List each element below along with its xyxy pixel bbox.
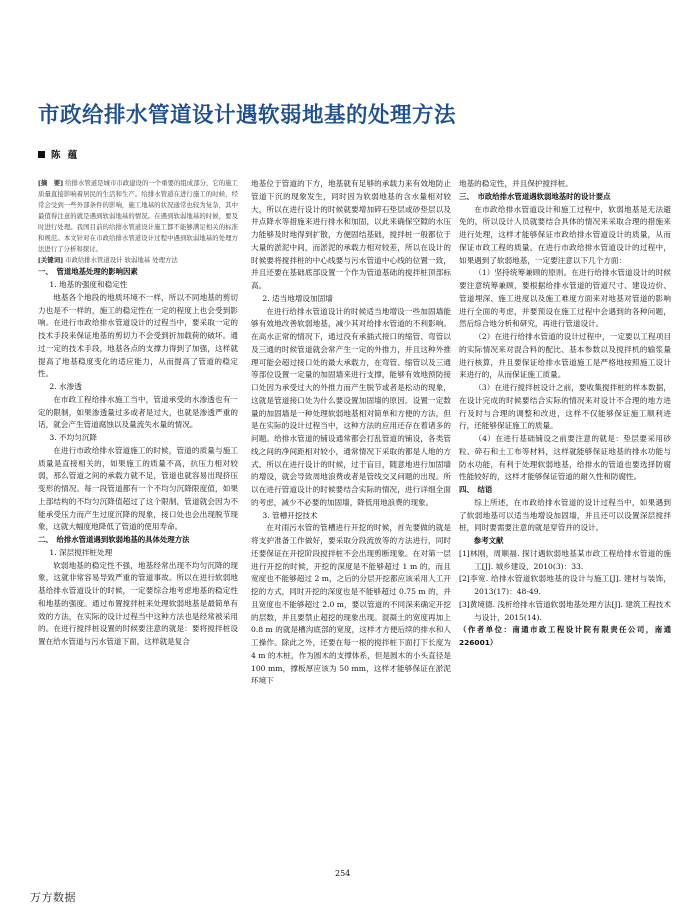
column-2 — [251, 178, 451, 688]
paragraph: （3）在进行搅拌桩设计之前，要收集搅拌桩的样本数据，在设计完成的时候要结合实际的情况来对设计不合理的地方进行及时与合理的调整和改进，这样不仅能够保证施工顺利进行，还能够保证施工的质量。 — [459, 383, 671, 431]
subsection-heading-2-1: 1. 深层搅拌桩处理 — [49, 547, 113, 557]
section-heading-4: 四、 结语 — [459, 485, 493, 494]
paragraph: 地基的稳定性，并且保护搅拌桩。 — [459, 179, 573, 188]
paragraph: （1）坚持统筹兼顾的原则。在进行给排水管道设计的时候要注意统筹兼顾，要根据给排水管道的管道尺寸、建设边价、管道埋深、施工进度以及施工难度方面来对地基对管道的影响进行全面的考虑，并要预设在施工过程中会遇到的各种问题，然后综合地分析和研究，再进行管道设计。 — [459, 268, 671, 329]
references-heading: 参考文献 — [473, 536, 504, 545]
column-1 — [38, 178, 238, 649]
author-line — [38, 147, 79, 161]
subsection-heading-1-2: 2. 水渗透 — [49, 382, 82, 392]
paragraph: 综上所述，在市政给排水管道的设计过程当中，如果遇到了软弱地基可以适当地增设加固墙，并且还可以设置深层搅拌桩，同时要需要注意的就是穿管并的设计。 — [459, 497, 671, 533]
square-bullet-icon — [38, 151, 45, 158]
abstract-label: [摘 要] — [38, 179, 64, 187]
author-name: 陈 蕴 — [51, 150, 80, 161]
paragraph: 在对雨污水管的管槽进行开挖的时候，首先要做的就是将支护准备工作做好，要采取分段流放等的方法进行，同时还要保证在开挖阶段搅拌桩不会出现剪断现象。在对第一层进行开挖的时候，开挖的深度是不能够超过 1 m 的，而且宽度也不能够超过 2 m，之后的分层开挖都应该采用人工开挖的方式，同时开挖的深度也是不能够超过 0.75 m 的，并且宽度也不能够超过 2.0 m，要以管道的不同深来确定开挖的层数，并且要禁止超挖的现象出现。混凝土的宽度再加上 0.8 m 的就是槽沟底部的宽度，这样才方便后续的排水和人工操作。除此之外，还要在每一根的搅拌桩下面打下长度为 4 m 的木桩，作为圆木的支撑体系，但是圆木的小头直径是 100 mm，撑板厚应该为 50 mm，这样才能够保证在淤泥环境下 — [251, 523, 451, 686]
paragraph: 在进行给排水管道设计的时候适当地增设一些加固墙能够有效地改善软弱地基，减少其对给排水管道的不利影响。在高水正常的情况下，通过没有承插式接口的缩管、弯管以及三通的时候管道就会常产生一定的外推力，并且这种外推理可能会超过接口处的最大承载力，在弯管、缩管以及三通等部位设置一定量的加固墙来进行支撑，能够有效地预防接口处因为承受过大的外推力而产生脱节或者是松动的现象，这就是管道接口处为什么要设置加固墙的原因。设置一定数量的加固墙是一种处理软弱地基相对简单和方便的方法，但是在实际的设计过程当中，这种方法的应用还存在着诸多的问题。给排水管道的铺设通常都会打乱管道的铺设，各类管线之间的净间距相对较小，通常情况下采取的都是人地的方式。所以在进行设计的时候，过于盲目，随意地进行加固墙的增设，就会导致周地浪费或者是管线交叉问题的出现。所以在进行管道设计的时候要结合实际的情况，进行详细全面的考虑，减少不必要的加固墙，降低用地浪费的现象。 — [251, 306, 451, 507]
column-3 — [459, 178, 671, 650]
section-heading-2: 二、 给排水管道遇到软弱地基的具体处理方法 — [38, 535, 190, 545]
section-heading-1: 一、 管道地基处理的影响因素 — [38, 267, 138, 277]
subsection-heading-1-3: 3. 不均匀沉降 — [49, 433, 98, 443]
author-affiliation: （作者单位：南通市政工程设计院有限责任公司，南通 226001） — [459, 625, 671, 647]
article-title: 市政给排水管道设计遇软弱地基的处理方法 — [38, 103, 457, 128]
paragraph: 在市政工程给排水施工当中，管道承受的水渗透也有一定的限制，如果渗透量过多或者是过大，也就是渗透严重的话，就会产生管道腐蚀以及量流失水量的情况。 — [38, 394, 238, 430]
page-number: 254 — [335, 869, 351, 878]
abstract-text: 给排水管道是城市市政建设的一个重要的组成部分，它的施工质量直接影响着居民的生活和生产。给排水管道在进行施工的时候，经常会受到一些外部条件的影响，施工地基的状况通常也较为复杂，其中最值得注意的就是遇到软弱地基的情况。在遇到软弱地基的时候，要及时进行处理。我国目前的给排水管道设计施工都不能够满足相关的标准和规范。本文针对在市政给排水管道设计过程中遇到软弱地基的处理方法进行了分析和探讨。 — [38, 179, 238, 254]
keywords-text: 市政给排水管道设计 软弱地基 处理方法 — [65, 256, 178, 265]
abstract — [38, 178, 238, 266]
paragraph: （4）在进行基础铺设之前要注意的就是：垫层要采用砂粒、碎石和土工布等材料，这样就能够保证地基的排水功能与防水功能，有利于处理软弱地基，给排水的管道也要选择防腐性能较好的，这样才能够保证管道的耐久性和防腐性。 — [459, 434, 671, 482]
watermark: 万方数据 — [30, 891, 76, 904]
reference-item: [3]黄境德. 浅析给排水管道软弱地基处理方法[J]. 建筑工程技术与设计，2015(14). — [459, 599, 671, 622]
reference-item: [2]李宽. 给排水管道软弱地基的设计与施工[J]. 建材与装饰，2013(17)：48-49. — [459, 574, 671, 596]
section-heading-3: 三、 市政给排水管道遇软弱地基时的设计要点 — [459, 191, 611, 201]
subsection-heading-2-2: 2. 适当地增设加固墙 — [262, 293, 333, 303]
paragraph: 在市政给排水管道设计和施工过程中，软弱地基是无法避免的，所以设计人员就要结合具体的情况来采取合理的措施来进行处理，这样才能够保证市政给排水管道设计的质量，从而保证市政工程的质量。在进行市政给排水管道设计的过程中，如果遇到了软弱地基，一定要注意以下几个方面： — [459, 204, 671, 265]
paragraph: 地基各个地段的地质环境不一样，所以不同地基的剪切力也是不一样的，施工的稳定性在一定的程度上也会受到影响。在进行市政给排水管道设计的过程当中，要采取一定的技术手段来保证地基的剪切力不会受到折加载荷的破坏。通过一定的技术手段，地基各点的支撑力得到了加强，这样就提高了地基稳度变化的适应能力，从而提高了管道的稳定性。 — [38, 292, 238, 379]
paragraph: （2）在进行给排水管道的设计过程中，一定要以工程项目的实际情况来对混合料的配比、基本参数以及搅拌机的输浆量进行核算，并且要保证给排水管道施工是严格地按照施工设计来进行的，从而保证施工质量。 — [459, 332, 671, 380]
paragraph: 软弱地基的稳定性不强，地基经常出现不均匀沉降的现象，这就非常容易导致严重的管道事故。所以在进行软弱地基给排水管道设计的时候，一定要综合地考虑地基的稳定性和地基的强度。通过布置搅拌桩来处理软弱地基是最简单有效的方法，在实际的设计过程当中这种方法也是经常被采用的。在进行搅拌桩设置的时候要注意的就是：要将搅拌桩设置在给水管道与污水管道下面，这样就是复合 — [38, 560, 238, 647]
subsection-heading-2-3: 3. 管槽开挖技术 — [262, 510, 318, 520]
keywords-label: [关键词] — [38, 256, 64, 265]
subsection-heading-1-1: 1. 地基的强度和稳定性 — [49, 280, 128, 290]
paragraph: 在进行市政给排水管道施工的时候，管道的质量与施工质量是直接相关的，如果施工的质量不高，抗压力相对较弱，那么管道之间的承载力就不足，管道也就容易出现挤压变形的情况。每一段管道都有一个不均匀沉降限度值，如果上部结构的不均匀沉降值超过了这个限制，管道就会因为不能承受压力而产生过度沉降的现象，接口处也会出现脱节现象，这就大幅度地降低了管道的使用寿命。 — [38, 445, 238, 532]
reference-item: [1]林刚，周顺福. 探讨遇软弱地基某市政工程给排水管道的施工[J]. 城乡建设，2010(3)：33. — [459, 548, 671, 571]
paragraph: 地基位于管道的下方，地基就有足够的承载力来有效地防止管道下沉的现象发生，同时因为软弱地基的含水量相对较大，所以在进行设计的时候就要增加碎石垫层或砂垫层以及井点降水等措施来进行排水和加固，以此来确保空隙的水压力能够及时地得到扩散，方便固结基础，搅拌桩一般都位于大量的淤泥中间，而淤泥的承载力相对较差，所以在设计的时候要将搅拌桩的中心线要与污水管道中心线的位置一致，并且还要在基础底部设置一个作为管道基础的搅拌桩顶部标高。 — [251, 179, 451, 290]
